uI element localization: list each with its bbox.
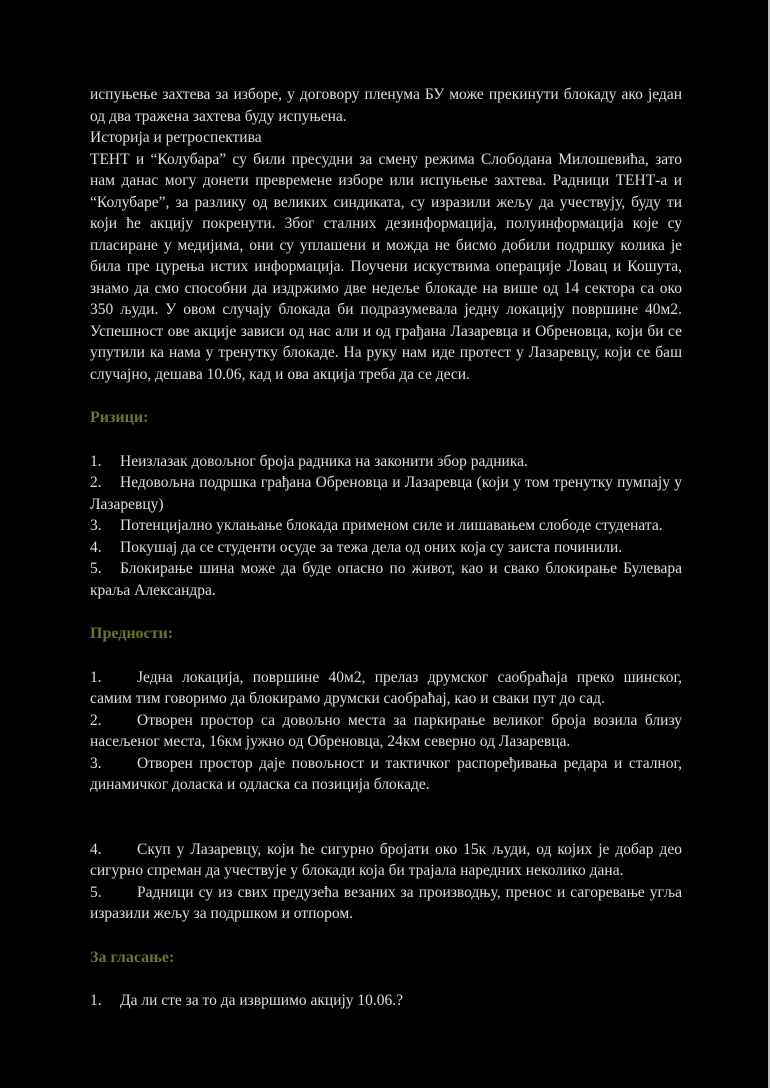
list-item [90,667,682,710]
list-item [90,753,682,796]
list-item-text: Потенцијално уклањање блокада применом силе и лишавањем слободе студената. [120,517,663,534]
list-item-number: 5. [90,560,102,577]
paragraph-history-body: ТЕНТ и “Колубара” су били пресудни за смену режима Слободана Милошевића, зато нам данас могу донети превремене изборе или испуњење захтева. Радници ТЕНТ-а и “Колубаре”, за разлику од великих синдиката, су изразили жељу да учествују, буду ти који ће акцију покренути. Због сталних дезинформација, полуинформација које су пласиране у медијима, они су уплашени и можда не бисмо добили подршку колика је била пре цурења истих информација. Поучени искуствима операције Ловац и Кошута, знамо да смо способни да издржимо две недеље блокаде на више од 14 сектора са око 350 људи. У овом случају блокада би подразумевала једну локацију површине 40м2. Успешност ове акције зависи од нас али и од грађана Лазаревца и Обреновца, који би се упутили ка нама у тренутку блокаде. На руку нам иде протест у Лазаревцу, који се баш случајно, дешава 10.06, кад и ова акција треба да се деси. [90,150,682,383]
paragraph-history-title: Историја и ретроспектива [90,129,262,146]
list-item-text: Једна локација, површине 40м2, прелаз друмског саобраћаја преко шинског, самим тим говоримо да блокирамо друмски саобраћај, као и сваки пут до сад. [90,668,682,707]
section-heading-voting: За гласање: [90,948,175,966]
list-item-text: Неизлазак довољног броја радника на законити збор радника. [120,452,528,470]
list-item-number: 1. [90,668,102,686]
list-item-text: Отворен простор даје повољност и тактичког распоређивања редара и сталног, динамичког доласка и одласка са позиција блокаде. [90,754,682,793]
section-advantages [90,667,682,925]
section-heading-risks: Ризици: [90,409,149,426]
list-item-number: 3. [90,517,102,534]
section-voting [90,990,682,1012]
document-content [90,84,682,1012]
list-item [90,990,682,1012]
list-item [90,558,682,601]
blank-lines-spacer [90,796,682,839]
list-item-text: Да ли сте за то да извршимо акцију 10.06.? [120,992,404,1009]
list-item [90,882,682,925]
paragraph-continuation: испуњење захтева за изборе, у договору пленума БУ може прекинути блокаду ако један од два тражена захтева буду испуњена. [90,86,682,125]
list-item-number: 4. [90,840,102,858]
list-item-text: Радници су из свих предузећа везаних за производњу, пренос и сагоревање угља изразили жељу за подршком и отпором. [90,883,682,922]
list-item [90,515,682,537]
list-item-text: Скуп у Лазаревцу, који ће сигурно бројати око 15к људи, од којих је добар део сигурно спреман да учествује у блокади која би трајала наредних неколико дана. [90,840,682,879]
list-item-text: Отворен простор са довољно места за паркирање великог броја возила близу насељеног места, 16км јужно од Обреновца, 24км северно од Лазаревца. [90,711,682,750]
list-item [90,537,682,559]
list-item-number: 2. [90,711,102,729]
list-item-text: Блокирање шина може да буде опасно по живот, као и свако блокирање Булевара краља Александра. [90,560,682,599]
list-item [90,710,682,753]
list-item-number: 5. [90,883,102,901]
section-risks [90,451,682,602]
list-item-number: 2. [90,474,102,491]
list-item-number: 3. [90,754,102,772]
list-item [90,451,682,473]
list-item-text: Покушај да се студенти осуде за тежа дела од оних која су заиста починили. [120,538,623,556]
list-item-number: 4. [90,538,102,556]
list-item [90,839,682,882]
list-item-text: Недовољна подршка грађана Обреновца и Лазаревца (који у том тренутку пумпају у Лазаревцу) [90,474,682,513]
list-item-number: 1. [90,992,102,1009]
list-item [90,472,682,515]
list-item-number: 1. [90,452,102,470]
section-heading-advantages: Предности: [90,625,174,642]
